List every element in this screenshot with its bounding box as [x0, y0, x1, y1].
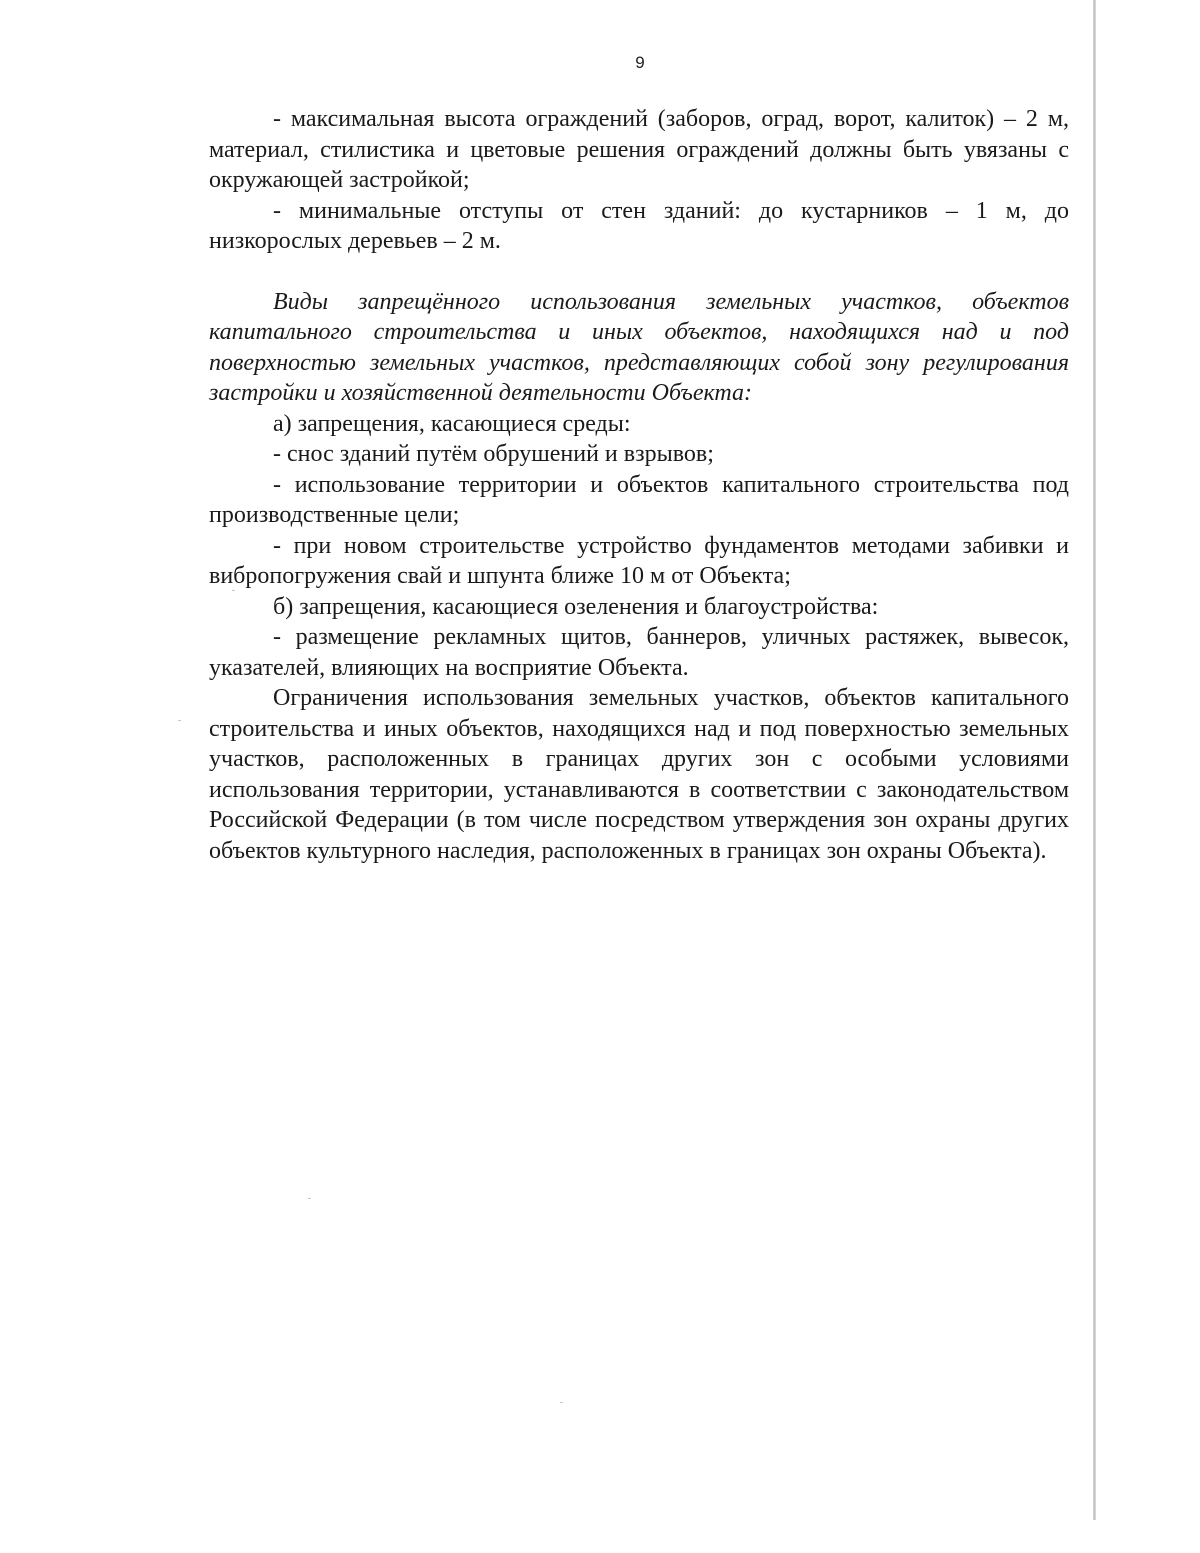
paragraph-fence-height: - максимальная высота ограждений (заборов, оград, ворот, калиток) – 2 м, материал, стилистика и цветовые решения ограждений должны быть увязаны с окружающей застройкой; [209, 106, 1069, 193]
section-heading: Виды запрещённого использования земельных участков, объектов капитального строительства и иных объектов, находящихся над и под поверхностью земельных участков, представляющих собой зону регулирования застройки и хозяйственной деятельности Объекта: [209, 288, 1069, 406]
list-item-advertising: - размещение рекламных щитов, баннеров, уличных растяжек, вывесок, указателей, влияющих на восприятие Объекта. [209, 624, 1069, 681]
list-item-foundations: - при новом строительстве устройство фундаментов методами забивки и вибропогружения свай и шпунта ближе 10 м от Объекта; [209, 532, 1069, 589]
list-item-industrial-use: - использование территории и объектов капитального строительства под производственные цели; [209, 471, 1069, 528]
spacer [209, 257, 1069, 287]
paragraph-restrictions: Ограничения использования земельных участков, объектов капитального строительства и иных объектов, находящихся над и под поверхностью земельных участков, расположенных в границах других зон с особыми условиями использования территории, устанавливаются в соответствии с законодательством Российской Федерации (в том числе посредством утверждения зон охраны других объектов культурного наследия, расположенных в границах зон охраны Объекта). [209, 685, 1069, 864]
paragraph-landscaping-prohibitions: б) запрещения, касающиеся озеленения и благоустройства: [273, 593, 879, 620]
paragraph-setbacks: - минимальные отступы от стен зданий: до кустарников – 1 м, до низкорослых деревьев – 2 м. [209, 197, 1069, 254]
scan-speck [178, 720, 181, 721]
scan-edge [1093, 0, 1096, 1520]
list-item-demolition: - снос зданий путём обрушений и взрывов; [273, 441, 714, 467]
scan-speck [560, 1402, 563, 1403]
document-body [209, 104, 1069, 866]
page-number: 9 [635, 53, 645, 72]
paragraph-environment-prohibitions: а) запрещения, касающиеся среды: [273, 410, 631, 437]
scan-speck [308, 1198, 311, 1199]
scan-speck [232, 590, 235, 591]
